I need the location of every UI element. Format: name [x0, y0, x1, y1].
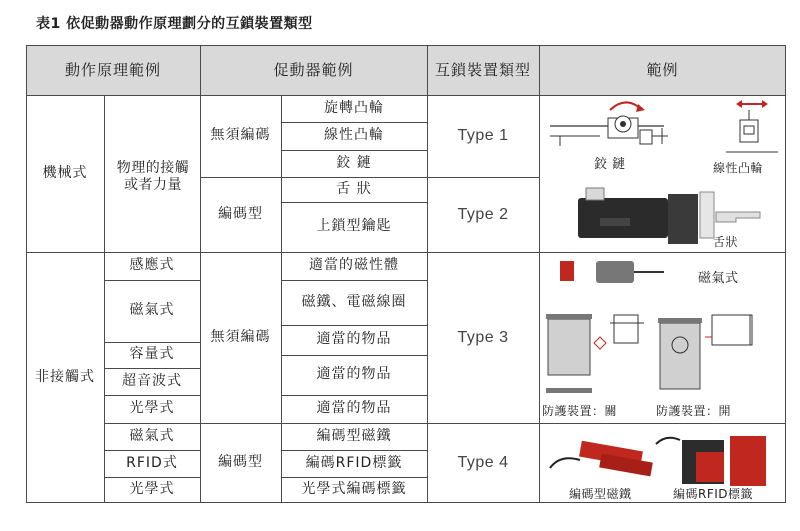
actuator-tongue: 舌 狀 — [336, 180, 372, 197]
grid-line — [104, 342, 200, 343]
label-tongue: 舌狀 — [713, 235, 739, 249]
mechanical-group: 機械式 — [42, 164, 88, 181]
type-4: Type 4 — [457, 454, 509, 471]
label-hinge: 鉸 鏈 — [594, 157, 626, 172]
type-2: Type 2 — [457, 205, 509, 223]
actuator-hinge: 鉸 鏈 — [336, 154, 372, 171]
principle-inductive: 感應式 — [129, 257, 175, 274]
physical-contact: 物理的接觸或者力量 — [116, 159, 190, 193]
label-magnetic: 磁氣式 — [698, 271, 739, 286]
mech-coded: 編碼型 — [218, 205, 263, 222]
grid-line — [281, 202, 427, 203]
grid-line — [104, 95, 105, 503]
actuator-object-2: 適當的物品 — [316, 366, 392, 383]
header-actuator: 促動器範例 — [200, 45, 427, 95]
noncontact-group: 非接觸式 — [35, 368, 95, 385]
grid-line — [104, 395, 200, 396]
actuator-object-1: 適當的物品 — [316, 331, 392, 348]
grid-line — [104, 368, 200, 369]
header-type: 互鎖裝置類型 — [427, 45, 539, 95]
grid-line — [281, 355, 427, 356]
mech-uncoded: 無須編碼 — [210, 127, 271, 144]
label-rfid-tag: 編碼RFID標籤 — [673, 487, 754, 501]
actuator-linear-cam: 線性凸輪 — [324, 127, 384, 144]
grid-line — [104, 280, 200, 281]
actuator-object-3: 適當的物品 — [316, 400, 392, 417]
actuator-rotary-cam: 旋轉凸輪 — [324, 99, 384, 116]
grid-line — [281, 477, 427, 478]
actuator-trapped-key: 上鎖型鑰匙 — [316, 218, 392, 235]
grid-line — [281, 95, 282, 503]
grid-line — [281, 122, 427, 123]
principle-magnetic: 磁氣式 — [129, 302, 175, 319]
grid-line — [26, 45, 27, 503]
actuator-magnet: 磁鐵、電磁線圈 — [301, 293, 407, 310]
table-caption: 表1 依促動器動作原理劃分的互鎖裝置類型 — [36, 16, 313, 32]
label-guard-closed: 防護裝置：關 — [542, 404, 618, 418]
principle-ultrasonic: 超音波式 — [122, 372, 182, 389]
grid-line — [200, 177, 539, 178]
principle-magnetic-coded: 磁氣式 — [129, 427, 175, 444]
grid-line — [281, 280, 427, 281]
principle-optical: 光學式 — [129, 400, 175, 417]
grid-line — [281, 395, 427, 396]
grid-line — [785, 45, 786, 503]
interlock-table — [26, 45, 786, 503]
label-coded-magnet: 編碼型磁鐵 — [569, 487, 632, 501]
grid-line — [281, 150, 427, 151]
principle-optical-coded: 光學式 — [129, 481, 175, 498]
label-guard-open: 防護裝置：開 — [656, 404, 732, 418]
type-1: Type 1 — [457, 127, 509, 144]
type-3: Type 3 — [457, 328, 509, 346]
grid-line — [281, 325, 427, 326]
type3-diagram — [540, 253, 785, 423]
header-principle: 動作原理範例 — [26, 45, 200, 95]
actuator-rfid-tag: 編碼RFID標籤 — [305, 454, 403, 471]
noncontact-uncoded: 無須編碼 — [210, 328, 271, 345]
principle-rfid: RFID式 — [126, 454, 178, 471]
actuator-optical-tag: 光學式編碼標籤 — [301, 481, 407, 498]
grid-line — [427, 45, 428, 503]
grid-line — [200, 45, 201, 503]
principle-capacitive: 容量式 — [129, 346, 175, 363]
noncontact-coded: 編碼型 — [218, 454, 263, 471]
header-example: 範例 — [539, 45, 786, 95]
type2-switch-image — [540, 178, 785, 252]
grid-line — [104, 450, 200, 451]
label-linear-cam: 線性凸輪 — [713, 161, 764, 175]
grid-line — [281, 450, 427, 451]
actuator-coded-magnet: 編碼型磁鐵 — [316, 427, 392, 444]
actuator-ferromagnetic: 適當的磁性體 — [309, 257, 399, 274]
grid-line — [26, 45, 786, 46]
grid-line — [104, 477, 200, 478]
